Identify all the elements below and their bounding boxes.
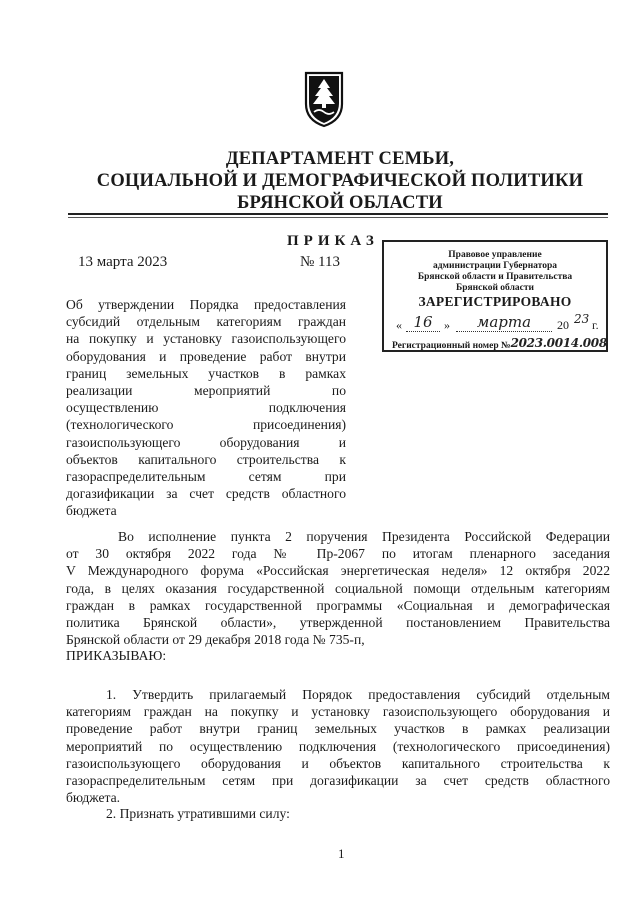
preamble-line: года, в целях оказания государственной социальной помощи отдельным категориям (66, 580, 610, 596)
department-header (60, 148, 620, 214)
item-1-line: категориям граждан на покупку и установку газоиспользующего оборудования и (66, 704, 610, 720)
header-divider-thin (68, 217, 608, 218)
stamp-authority-line-3: Брянской области и Правительства (417, 272, 573, 282)
stamp-authority-line-1: Правовое управление (448, 250, 542, 260)
subject-line: оборудования и проведение работ внутри (66, 348, 346, 364)
stamp-reg-number: 2023.0014.008 (510, 336, 607, 350)
stamp-year-suffix: 23 (574, 312, 590, 326)
order-date: 13 марта 2023 (78, 254, 168, 270)
subject-line: на покупку и установку газоиспользующего (66, 331, 346, 347)
subject-line: субсидий отдельным категориям граждан (66, 314, 346, 330)
subject-line: Об утверждении Порядка предоставления (66, 297, 346, 312)
stamp-reg-label: Регистрационный номер № (392, 341, 511, 351)
item-1-line: бюджета. (66, 790, 121, 806)
order-directive: ПРИКАЗЫВАЮ: (66, 648, 167, 663)
stamp-month: марта (456, 313, 552, 332)
subject-line: (технологического присоединения) (66, 417, 346, 433)
stamp-registered-label: ЗАРЕГИСТРИРОВАНО (418, 294, 572, 309)
subject-line: бюджета (66, 503, 117, 519)
page-number: 1 (338, 846, 345, 861)
subject-line: границ земельных участков в рамках (66, 365, 346, 381)
preamble-line: V Международного форума «Российская энергетическая неделя» 12 октября 2022 (66, 563, 610, 579)
stamp-quote-open: « (396, 318, 402, 332)
stamp-authority-line-2: администрации Губернатора (432, 261, 557, 271)
preamble-paragraph (66, 528, 610, 648)
item-1-line: 1. Утвердить прилагаемый Порядок предоставления субсидий отдельным (106, 687, 610, 702)
preamble-line: Во исполнение пункта 2 поручения Президента Российской Федерации (118, 529, 610, 544)
stamp-quote-close: » (444, 318, 450, 332)
stamp-year-prefix: 20 (557, 318, 569, 332)
stamp-year-mark: г. (592, 318, 599, 332)
preamble-line: Брянской области от 29 декабря 2018 года № 735-п, (66, 632, 365, 648)
preamble-line: политика Брянской области», утвержденной постановлением Правительства (66, 615, 610, 631)
item-1-line: мероприятий по осуществлению подключения (технологического присоединения) (66, 738, 610, 754)
subject-line: догазификации за счет средств областного (66, 486, 346, 502)
stamp-date (392, 312, 604, 336)
stamp-registration-number (392, 337, 608, 351)
subject-line: осуществлению подключения (66, 400, 346, 416)
coat-of-arms-icon (302, 70, 346, 128)
item-1-paragraph (66, 686, 610, 806)
header-line-3: БРЯНСКОЙ ОБЛАСТИ (237, 193, 443, 213)
order-title: ПРИКАЗ (287, 233, 379, 249)
item-2-paragraph: 2. Признать утратившими силу: (106, 806, 290, 821)
order-number: № 113 (300, 254, 341, 270)
subject-line: газоиспользующего оборудования и (66, 434, 346, 450)
subject-line: реализации мероприятий по (66, 383, 346, 399)
stamp-day: 16 (406, 313, 440, 332)
header-divider-thick (68, 213, 608, 215)
preamble-line: граждан в рамках государственной программы «Социальная и демографическая (66, 597, 610, 613)
preamble-line: от 30 октября 2022 года № Пр-2067 по итогам пленарного заседания (66, 546, 610, 562)
order-subject (66, 296, 346, 520)
subject-line: газораспределительным сетям при (66, 469, 346, 485)
item-1-line: газоиспользующего оборудования и объектов капитального строительства к (66, 755, 610, 771)
stamp-authority-line-4: Брянской области (455, 283, 535, 293)
header-line-1: ДЕПАРТАМЕНТ СЕМЬИ, (225, 149, 455, 169)
subject-line: объектов капитального строительства к (66, 451, 346, 467)
item-1-line: газораспределительным сетям при догазификации за счет средств областного (66, 773, 610, 789)
registration-stamp (382, 240, 608, 352)
item-1-line: проведение работ внутри границ земельных участков в рамках реализации (66, 721, 610, 737)
header-line-2: СОЦИАЛЬНОЙ И ДЕМОГРАФИЧЕСКОЙ ПОЛИТИКИ (96, 171, 584, 191)
